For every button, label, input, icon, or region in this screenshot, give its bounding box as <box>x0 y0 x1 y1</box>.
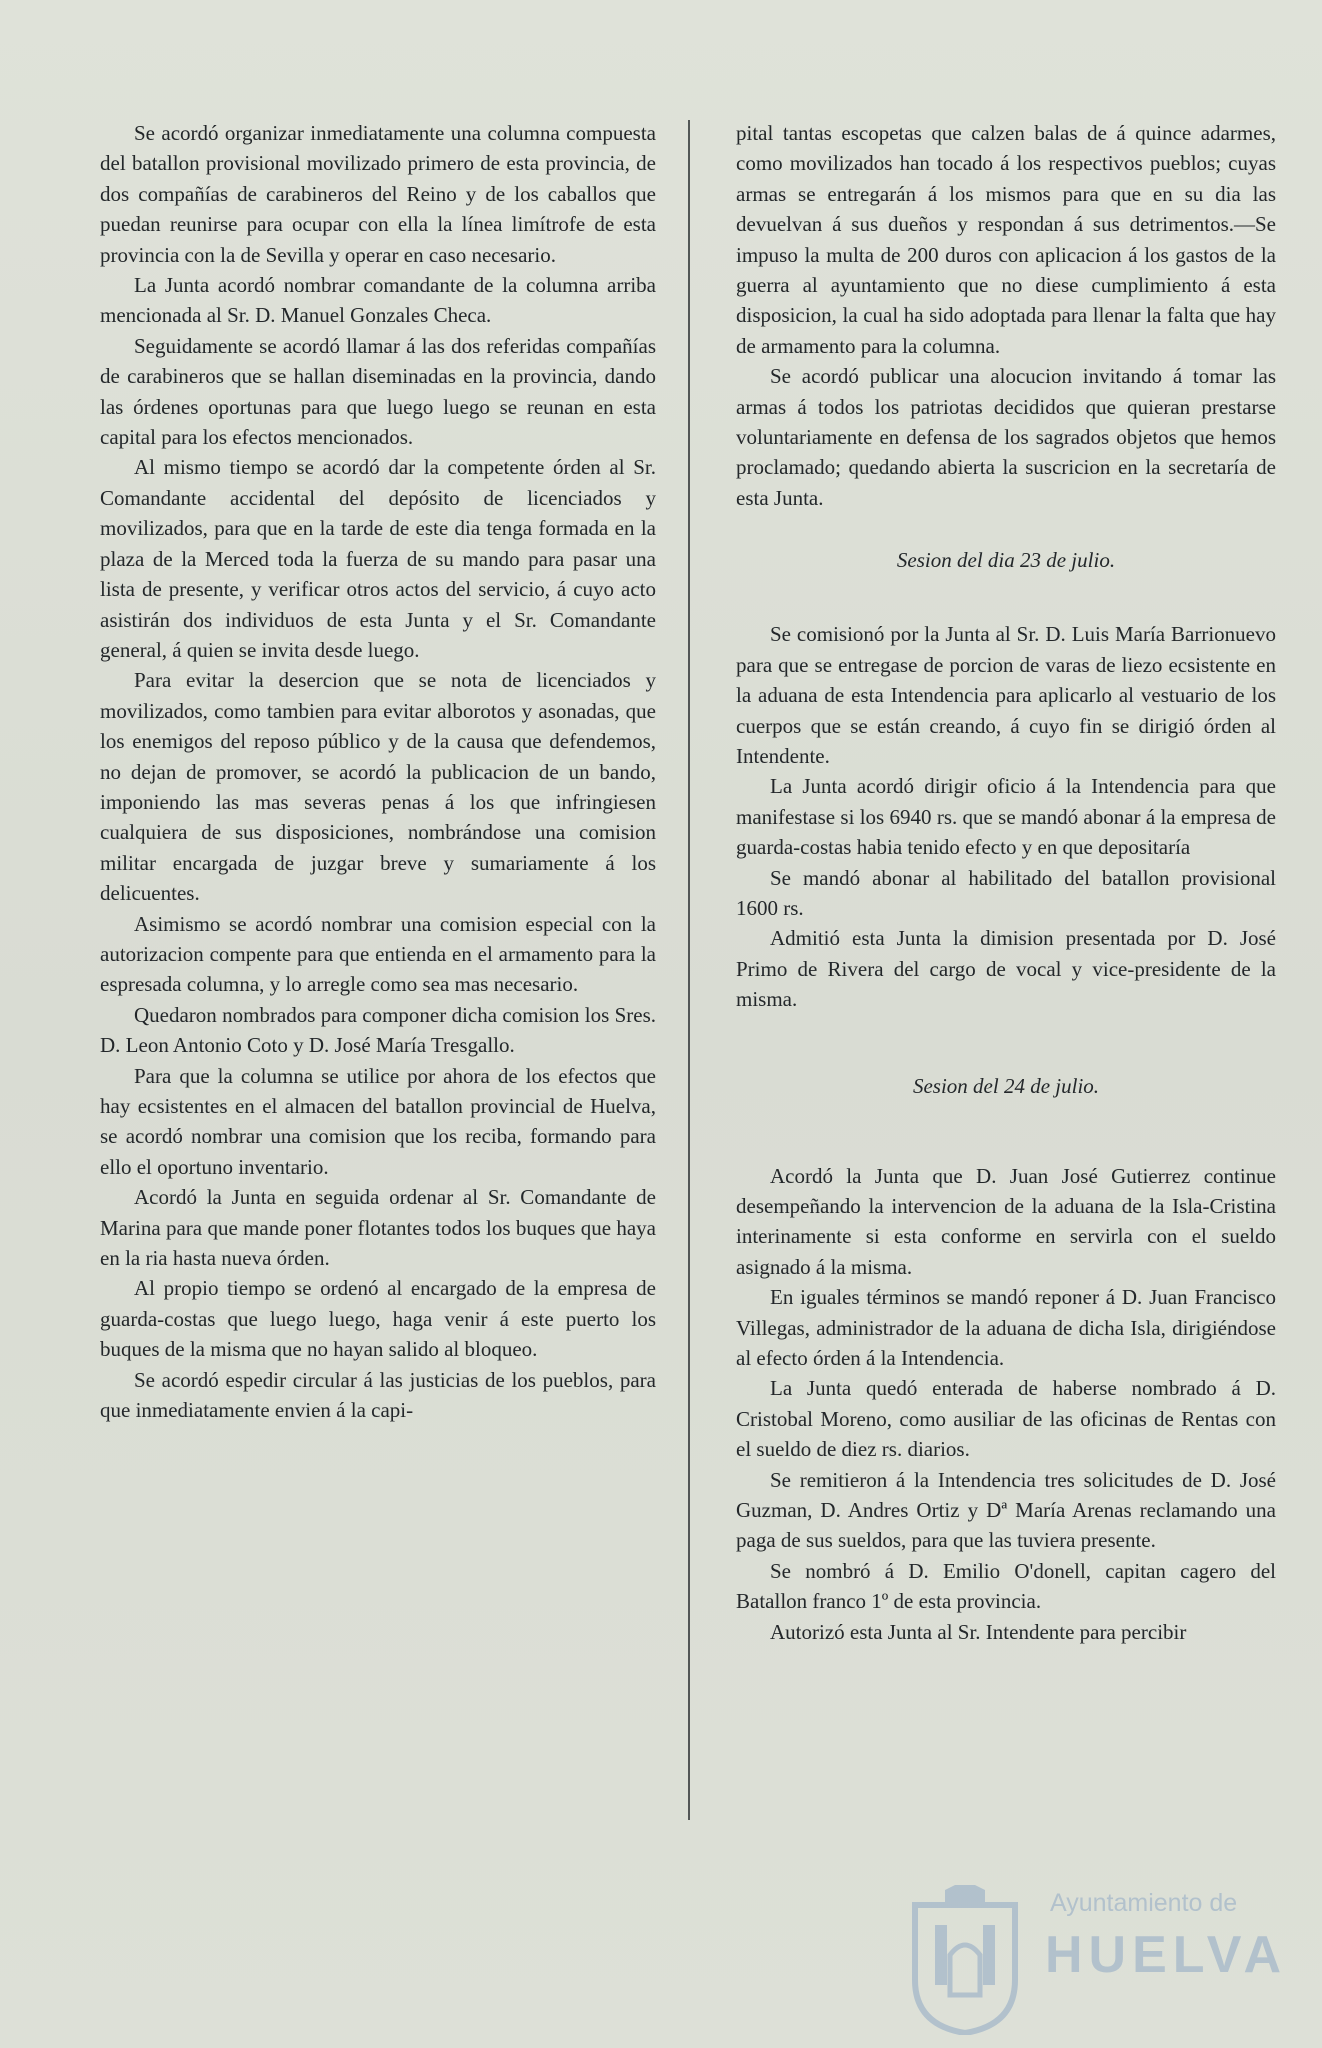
paragraph: Quedaron nombrados para componer dicha comision los Sres. D. Leon Antonio Coto y D. José María Tresgallo. <box>100 1002 656 1058</box>
paragraph: Se acordó publicar una alocucion invitando á tomar las armas á todos los patriotas decididos que quieran prestarse voluntariamente en defensa de los sagrados objetos que hemos proclamado; quedando abierta la suscricion en la secretaría de esta Junta. <box>736 364 1276 510</box>
coat-of-arms-icon <box>905 1885 1025 2035</box>
paragraph: Se acordó espedir circular á las justicias de los pueblos, para que inmediatamente envien á la capi- <box>100 1367 656 1423</box>
paragraph: Autorizó esta Junta al Sr. Intendente para percibir <box>770 1619 1187 1644</box>
paragraph: La Junta quedó enterada de haberse nombrado á D. Cristobal Moreno, como ausiliar de las oficinas de Rentas con el sueldo de diez rs. diarios. <box>736 1376 1276 1462</box>
paragraph: Se nombró á D. Emilio O'donell, capitan cagero del Batallon franco 1º de esta provincia. <box>736 1558 1276 1614</box>
paragraph: Seguidamente se acordó llamar á las dos referidas compañías de carabineros que se hallan diseminadas en la provincia, dando las órdenes oportunas para que luego luego se reunan en esta capital para los efectos mencionados. <box>100 333 656 450</box>
paragraph: Admitió esta Junta la dimision presentada por D. José Primo de Rivera del cargo de vocal y vice-presidente de la misma. <box>736 926 1276 1012</box>
paragraph: Acordó la Junta que D. Juan José Gutierrez continue desempeñando la intervencion de la aduana de la Isla-Cristina interinamente si esta conforme en servirla con el sueldo asignado á la misma. <box>736 1163 1276 1279</box>
watermark-line1: Ayuntamiento de <box>1050 1889 1238 1917</box>
paragraph: Al mismo tiempo se acordó dar la competente órden al Sr. Comandante accidental del depósito de licenciados y movilizados, para que en la tarde de este dia tenga formada en la plaza de la Merced toda la fuerza de su mando para pasar una lista de presente, y verificar otros actos del servicio, á cuyo acto asistirán dos individuos de esta Junta y el Sr. Comandante general, á quien se invita desde luego. <box>100 455 656 662</box>
watermark-line2: HUELVA <box>1045 1926 1288 1984</box>
paragraph: Se acordó organizar inmediatamente una columna compuesta del batallon provisional movilizado primero de esta provincia, de dos compañías de carabineros del Reino y de los caballos que puedan reunirse para ocupar con ella la línea limítrofe de esta provincia con la de Sevilla y operar en caso necesario. <box>100 121 656 267</box>
paragraph: Para evitar la desercion que se nota de licenciados y movilizados, como tambien para evitar alborotos y asonadas, que los enemigos del reposo público y de la causa que defendemos, no dejan de promover, se acordó la publicacion de un bando, imponiendo las mas severas penas á los que infringiesen cualquiera de sus disposiciones, nombrándose una comision militar encargada de juzgar breve y sumariamente á los delicuentes. <box>100 668 656 906</box>
paragraph: Se mandó abonar al habilitado del batallon provisional 1600 rs. <box>736 865 1276 920</box>
column-divider <box>688 120 690 1820</box>
session-heading: Sesion del dia 23 de julio. <box>896 548 1116 573</box>
paragraph: La Junta acordó dirigir oficio á la Intendencia para que manifestase si los 6940 rs. que se mandó abonar á la empresa de guarda-costas habia tenido efecto y en que depositaría <box>736 774 1276 860</box>
paragraph: La Junta acordó nombrar comandante de la columna arriba mencionada al Sr. D. Manuel Gonzales Checa. <box>100 273 656 328</box>
paragraph: Para que la columna se utilice por ahora de los efectos que hay ecsistentes en el almacen del batallon provincial de Huelva, se acordó nombrar una comision que los reciba, formando para ello el oportuno inventario. <box>100 1063 656 1179</box>
paragraph: Se remitieron á la Intendencia tres solicitudes de D. José Guzman, D. Andres Ortiz y Dª María Arenas reclamando una paga de sus sueldos, para que las tuviera presente. <box>736 1467 1276 1553</box>
right-column <box>736 118 1276 1647</box>
paragraph: Se comisionó por la Junta al Sr. D. Luis María Barrionuevo para que se entregase de porcion de varas de liezo ecsistente en la aduana de esta Intendencia para aplicarlo al vestuario de los cuerpos que se están creando, á cuyo fin se dirigió órden al Intendente. <box>736 622 1276 768</box>
left-column <box>100 118 656 1425</box>
paragraph: Acordó la Junta en seguida ordenar al Sr. Comandante de Marina para que mande poner flotantes todos los buques que haya en la ria hasta nueva órden. <box>100 1185 656 1271</box>
paragraph: Al propio tiempo se ordenó al encargado de la empresa de guarda-costas que luego luego, haga venir á este puerto los buques de la misma que no hayan salido al bloqueo. <box>100 1276 656 1362</box>
paragraph: En iguales términos se mandó reponer á D. Juan Francisco Villegas, administrador de la aduana de dicha Isla, dirigiéndose al efecto órden á la Intendencia. <box>736 1285 1276 1370</box>
paragraph: pital tantas escopetas que calzen balas de á quince adarmes, como movilizados han tocado á los respectivos pueblos; cuyas armas se entregarán á los mismos para que en su dia las devuelvan á sus dueños y respondan á sus detrimentos.—Se impuso la multa de 200 duros con aplicacion á los gastos de la guerra al ayuntamiento que no diese cumplimiento á esta disposicion, la cual ha sido adoptada para llenar la falta que hay de armamento para la columna. <box>736 121 1276 358</box>
paragraph: Asimismo se acordó nombrar una comision especial con la autorizacion compente para que entienda en el armamento para la espresada columna, y lo arregle como sea mas necesario. <box>100 911 656 997</box>
session-heading: Sesion del 24 de julio. <box>912 1073 1100 1098</box>
watermark-logo <box>905 1885 1305 2035</box>
